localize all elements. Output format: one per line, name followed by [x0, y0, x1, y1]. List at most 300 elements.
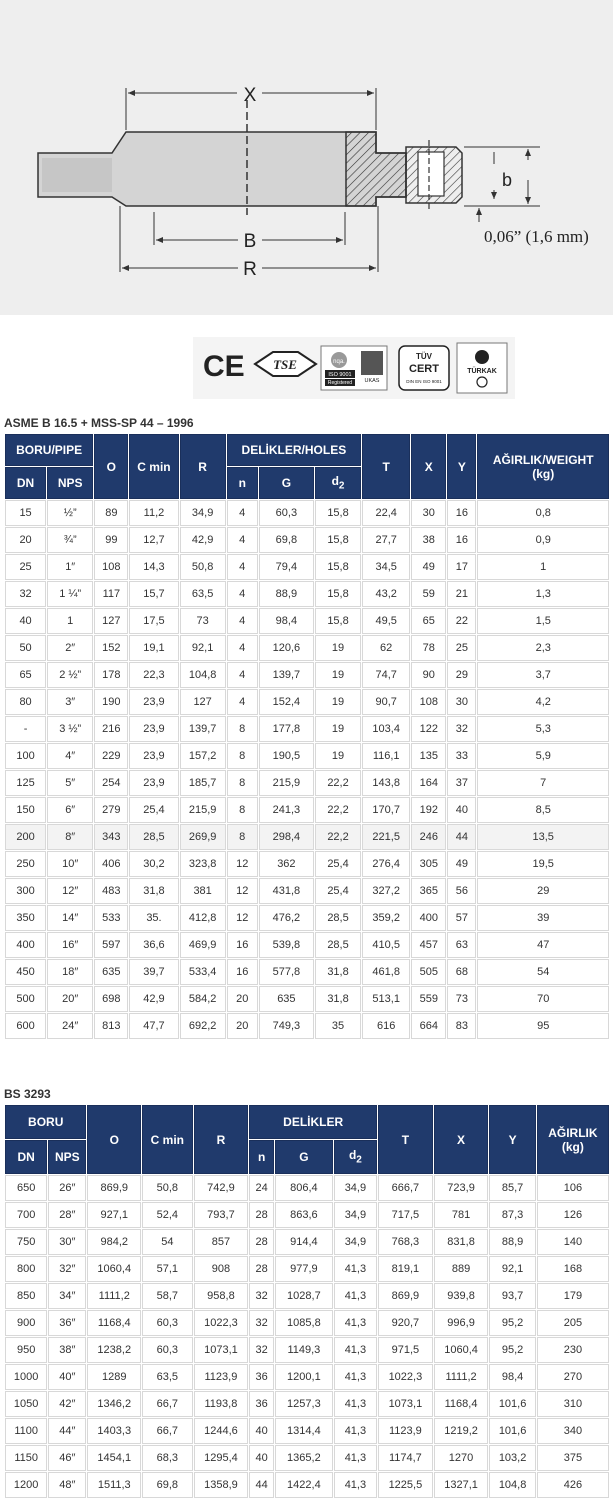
- cell-t: 74,7: [362, 662, 410, 688]
- cell-x: 559: [411, 986, 446, 1012]
- cell-t: 43,2: [362, 581, 410, 607]
- cell-weight: 310: [537, 1391, 609, 1417]
- header-nps: NPS: [47, 467, 93, 499]
- cell-n: 4: [227, 500, 258, 526]
- cell-t: 920,7: [378, 1310, 433, 1336]
- cell-y: 101,6: [489, 1418, 535, 1444]
- cell-weight: 19,5: [477, 851, 609, 877]
- cell-g: 431,8: [259, 878, 314, 904]
- cell-y: 73: [447, 986, 476, 1012]
- cell-cmin: 31,8: [129, 878, 178, 904]
- cell-y: 85,7: [489, 1175, 535, 1201]
- cell-cmin: 23,9: [129, 743, 178, 769]
- cell-dn: 750: [5, 1229, 47, 1255]
- label-r: R: [243, 259, 257, 280]
- cell-nps: 5″: [47, 770, 93, 796]
- cell-t: 666,7: [378, 1175, 433, 1201]
- cell-d2: 19: [315, 662, 361, 688]
- cell-x: 1327,1: [434, 1472, 489, 1498]
- cell-n: 4: [227, 662, 258, 688]
- cell-x: 49: [411, 554, 446, 580]
- cell-x: 122: [411, 716, 446, 742]
- cell-d2: 34,9: [334, 1229, 377, 1255]
- cell-t: 221,5: [362, 824, 410, 850]
- cell-d2: 19: [315, 635, 361, 661]
- cell-r: 1123,9: [194, 1364, 249, 1390]
- header-n: n: [227, 467, 258, 499]
- cell-g: 1149,3: [275, 1337, 333, 1363]
- cell-dn: 950: [5, 1337, 47, 1363]
- cell-dn: 1000: [5, 1364, 47, 1390]
- cell-d2: 41,3: [334, 1445, 377, 1471]
- cell-d2: 19: [315, 716, 361, 742]
- bs3293-dimensions-table: [4, 1104, 610, 1499]
- cell-x: 90: [411, 662, 446, 688]
- cell-cmin: 23,9: [129, 716, 178, 742]
- cell-d2: 15,8: [315, 608, 361, 634]
- cell-cmin: 60,3: [142, 1337, 193, 1363]
- cell-n: 36: [249, 1364, 274, 1390]
- cell-y: 95,2: [489, 1337, 535, 1363]
- cell-r: 139,7: [180, 716, 226, 742]
- table-row: [5, 797, 609, 823]
- cell-r: 584,2: [180, 986, 226, 1012]
- cell-x: 505: [411, 959, 446, 985]
- cell-nps: 14″: [47, 905, 93, 931]
- cell-r: 63,5: [180, 581, 226, 607]
- cell-dn: 300: [5, 878, 46, 904]
- cell-t: 513,1: [362, 986, 410, 1012]
- cell-cmin: 15,7: [129, 581, 178, 607]
- cell-o: 117: [94, 581, 128, 607]
- cell-dn: 100: [5, 743, 46, 769]
- table-row: [5, 932, 609, 958]
- cell-t: 717,5: [378, 1202, 433, 1228]
- cell-nps: 1 ¼”: [47, 581, 93, 607]
- cell-g: 635: [259, 986, 314, 1012]
- cell-n: 28: [249, 1202, 274, 1228]
- label-b-upper: B: [243, 231, 257, 252]
- table-row: [5, 689, 609, 715]
- cell-d2: 41,3: [334, 1472, 377, 1498]
- cell-d2: 15,8: [315, 500, 361, 526]
- cell-r: 469,9: [180, 932, 226, 958]
- cell-x: 305: [411, 851, 446, 877]
- cell-d2: 41,3: [334, 1283, 377, 1309]
- cell-d2: 28,5: [315, 905, 361, 931]
- cell-nps: 42″: [48, 1391, 86, 1417]
- cell-weight: 2,3: [477, 635, 609, 661]
- cell-n: 4: [227, 608, 258, 634]
- header-d2-sub: 2: [338, 480, 345, 492]
- cell-x: 664: [411, 1013, 446, 1039]
- cell-dn: 450: [5, 959, 46, 985]
- cell-t: 359,2: [362, 905, 410, 931]
- cell-o: 178: [94, 662, 128, 688]
- cell-nps: 28″: [48, 1202, 86, 1228]
- cell-cmin: 52,4: [142, 1202, 193, 1228]
- cell-cmin: 11,2: [129, 500, 178, 526]
- cell-y: 88,9: [489, 1229, 535, 1255]
- cell-y: 21: [447, 581, 476, 607]
- cell-n: 40: [249, 1445, 274, 1471]
- cell-d2: 15,8: [315, 581, 361, 607]
- cell-r: 323,8: [180, 851, 226, 877]
- svg-text:CERT: CERT: [409, 363, 439, 375]
- cell-x: 939,8: [434, 1283, 489, 1309]
- cell-cmin: 28,5: [129, 824, 178, 850]
- header-holes-group: DELİKLER/HOLES: [227, 434, 361, 466]
- svg-text:UKAS: UKAS: [364, 378, 380, 384]
- table-row: [5, 1391, 609, 1417]
- cell-weight: 140: [537, 1229, 609, 1255]
- cell-g: 190,5: [259, 743, 314, 769]
- cell-nps: 32″: [48, 1256, 86, 1282]
- cell-r: 104,8: [180, 662, 226, 688]
- cell-n: 32: [249, 1283, 274, 1309]
- cell-weight: 54: [477, 959, 609, 985]
- cell-x: 457: [411, 932, 446, 958]
- cell-o: 1111,2: [87, 1283, 141, 1309]
- cell-y: 37: [447, 770, 476, 796]
- header-d2-sub: 2: [356, 1154, 362, 1166]
- certificates-strip: [193, 337, 515, 399]
- cell-y: 95,2: [489, 1310, 535, 1336]
- table-row: [5, 1013, 609, 1039]
- cell-o: 1238,2: [87, 1337, 141, 1363]
- cell-cmin: 68,3: [142, 1445, 193, 1471]
- cell-weight: 5,3: [477, 716, 609, 742]
- cell-weight: 179: [537, 1283, 609, 1309]
- header-weight-unit: (kg): [561, 1139, 584, 1154]
- cell-nps: 3 ½”: [47, 716, 93, 742]
- cell-g: 1422,4: [275, 1472, 333, 1498]
- cell-d2: 41,3: [334, 1256, 377, 1282]
- cell-t: 143,8: [362, 770, 410, 796]
- face-height-note: 0,06” (1,6 mm): [484, 227, 589, 246]
- cell-d2: 15,8: [315, 527, 361, 553]
- svg-text:TSE: TSE: [273, 357, 297, 372]
- cell-cmin: 54: [142, 1229, 193, 1255]
- cell-r: 34,9: [180, 500, 226, 526]
- cell-n: 4: [227, 527, 258, 553]
- cell-nps: 44″: [48, 1418, 86, 1444]
- cell-g: 1365,2: [275, 1445, 333, 1471]
- cell-x: 831,8: [434, 1229, 489, 1255]
- label-x: X: [243, 85, 257, 106]
- cell-y: 22: [447, 608, 476, 634]
- cell-d2: 41,3: [334, 1391, 377, 1417]
- cell-o: 216: [94, 716, 128, 742]
- cell-weight: 29: [477, 878, 609, 904]
- table-row: [5, 500, 609, 526]
- cell-x: 38: [411, 527, 446, 553]
- cell-o: 533: [94, 905, 128, 931]
- svg-text:ISO 9001: ISO 9001: [328, 372, 352, 378]
- cell-cmin: 36,6: [129, 932, 178, 958]
- cell-d2: 34,9: [334, 1175, 377, 1201]
- cell-y: 104,8: [489, 1472, 535, 1498]
- header-weight-label: AĞIRLIK/WEIGHT: [492, 452, 594, 467]
- cell-o: 984,2: [87, 1229, 141, 1255]
- cell-n: 4: [227, 635, 258, 661]
- cell-o: 254: [94, 770, 128, 796]
- cell-dn: 25: [5, 554, 46, 580]
- cell-weight: 4,2: [477, 689, 609, 715]
- cell-x: 1168,4: [434, 1391, 489, 1417]
- tse-logo-icon: [255, 352, 316, 376]
- cell-cmin: 14,3: [129, 554, 178, 580]
- cell-t: 1174,7: [378, 1445, 433, 1471]
- cell-r: 742,9: [194, 1175, 249, 1201]
- cell-g: 806,4: [275, 1175, 333, 1201]
- label-b-lower: b: [501, 170, 513, 190]
- cell-y: 16: [447, 500, 476, 526]
- cell-dn: 400: [5, 932, 46, 958]
- header-o: O: [87, 1105, 141, 1174]
- cell-n: 40: [249, 1418, 274, 1444]
- cell-r: 958,8: [194, 1283, 249, 1309]
- cell-x: 365: [411, 878, 446, 904]
- table-row: [5, 986, 609, 1012]
- cell-x: 889: [434, 1256, 489, 1282]
- header-dn: DN: [5, 1140, 47, 1174]
- cell-y: 98,4: [489, 1364, 535, 1390]
- cell-weight: 270: [537, 1364, 609, 1390]
- cell-t: 1123,9: [378, 1418, 433, 1444]
- cell-nps: 48″: [48, 1472, 86, 1498]
- cell-r: 157,2: [180, 743, 226, 769]
- cell-dn: 65: [5, 662, 46, 688]
- cell-cmin: 47,7: [129, 1013, 178, 1039]
- cell-weight: 106: [537, 1175, 609, 1201]
- cell-weight: 1,5: [477, 608, 609, 634]
- cell-nps: 10″: [47, 851, 93, 877]
- cell-o: 1060,4: [87, 1256, 141, 1282]
- cell-t: 327,2: [362, 878, 410, 904]
- cell-cmin: 22,3: [129, 662, 178, 688]
- header-pipe-group: BORU/PIPE: [5, 434, 93, 466]
- cell-t: 90,7: [362, 689, 410, 715]
- header-r: R: [194, 1105, 249, 1174]
- cell-y: 56: [447, 878, 476, 904]
- cell-o: 1454,1: [87, 1445, 141, 1471]
- header-x: X: [434, 1105, 489, 1174]
- cell-r: 793,7: [194, 1202, 249, 1228]
- table-row: [5, 1418, 609, 1444]
- cell-dn: 350: [5, 905, 46, 931]
- cell-dn: 1050: [5, 1391, 47, 1417]
- cell-o: 1346,2: [87, 1391, 141, 1417]
- cell-r: 533,4: [180, 959, 226, 985]
- cell-x: 65: [411, 608, 446, 634]
- cell-nps: 2 ½”: [47, 662, 93, 688]
- cell-g: 69,8: [259, 527, 314, 553]
- cell-dn: 500: [5, 986, 46, 1012]
- cell-dn: 80: [5, 689, 46, 715]
- cell-o: 229: [94, 743, 128, 769]
- cell-r: 185,7: [180, 770, 226, 796]
- cell-n: 20: [227, 986, 258, 1012]
- cell-weight: 13,5: [477, 824, 609, 850]
- cell-y: 29: [447, 662, 476, 688]
- cell-weight: 3,7: [477, 662, 609, 688]
- cell-n: 28: [249, 1256, 274, 1282]
- cell-weight: 70: [477, 986, 609, 1012]
- cell-x: 781: [434, 1202, 489, 1228]
- tuv-cert-logo-icon: [399, 346, 449, 390]
- cell-x: 192: [411, 797, 446, 823]
- header-weight-label: AĞIRLIK: [548, 1125, 598, 1140]
- cell-n: 4: [227, 581, 258, 607]
- table-row: [5, 1256, 609, 1282]
- cell-o: 190: [94, 689, 128, 715]
- cell-o: 99: [94, 527, 128, 553]
- cell-o: 1403,3: [87, 1418, 141, 1444]
- header-g: G: [259, 467, 314, 499]
- cell-dn: 125: [5, 770, 46, 796]
- cell-o: 343: [94, 824, 128, 850]
- cell-y: 92,1: [489, 1256, 535, 1282]
- header-weight: [477, 434, 609, 499]
- cell-cmin: 66,7: [142, 1391, 193, 1417]
- header-d2: [315, 467, 361, 499]
- cell-g: 241,3: [259, 797, 314, 823]
- cell-g: 914,4: [275, 1229, 333, 1255]
- svg-text:TÜRKAK: TÜRKAK: [467, 368, 497, 375]
- cell-cmin: 57,1: [142, 1256, 193, 1282]
- cell-n: 20: [227, 1013, 258, 1039]
- cell-g: 1085,8: [275, 1310, 333, 1336]
- cell-cmin: 39,7: [129, 959, 178, 985]
- cell-t: 971,5: [378, 1337, 433, 1363]
- cell-r: 1073,1: [194, 1337, 249, 1363]
- cell-cmin: 35.: [129, 905, 178, 931]
- cell-x: 723,9: [434, 1175, 489, 1201]
- cell-y: 40: [447, 797, 476, 823]
- cell-d2: 41,3: [334, 1310, 377, 1336]
- cell-o: 1168,4: [87, 1310, 141, 1336]
- cell-x: 1111,2: [434, 1364, 489, 1390]
- cell-cmin: 23,9: [129, 770, 178, 796]
- cell-weight: 340: [537, 1418, 609, 1444]
- header-cmin: C min: [142, 1105, 193, 1174]
- table-row: [5, 743, 609, 769]
- cell-dn: 250: [5, 851, 46, 877]
- cell-y: 68: [447, 959, 476, 985]
- cell-nps: 8″: [47, 824, 93, 850]
- ce-mark-icon: [203, 350, 245, 383]
- cell-nps: 3″: [47, 689, 93, 715]
- header-weight: [537, 1105, 609, 1174]
- cell-g: 152,4: [259, 689, 314, 715]
- cell-g: 863,6: [275, 1202, 333, 1228]
- cell-weight: 7: [477, 770, 609, 796]
- cell-nps: 38″: [48, 1337, 86, 1363]
- cell-x: 400: [411, 905, 446, 931]
- cell-r: 269,9: [180, 824, 226, 850]
- cell-nps: ½”: [47, 500, 93, 526]
- cell-t: 461,8: [362, 959, 410, 985]
- cell-n: 32: [249, 1310, 274, 1336]
- cell-weight: 5,9: [477, 743, 609, 769]
- cell-n: 12: [227, 905, 258, 931]
- table-row: [5, 1310, 609, 1336]
- cell-x: 135: [411, 743, 446, 769]
- table1-title: ASME B 16.5 + MSS-SP 44 – 1996: [4, 416, 194, 430]
- cell-nps: 1″: [47, 554, 93, 580]
- cell-r: 42,9: [180, 527, 226, 553]
- table-row: [5, 1283, 609, 1309]
- cell-nps: 16″: [47, 932, 93, 958]
- cell-weight: 426: [537, 1472, 609, 1498]
- cell-o: 127: [94, 608, 128, 634]
- header-cmin: C min: [129, 434, 178, 499]
- cell-nps: 30″: [48, 1229, 86, 1255]
- cell-n: 44: [249, 1472, 274, 1498]
- cell-g: 60,3: [259, 500, 314, 526]
- cell-r: 1193,8: [194, 1391, 249, 1417]
- header-g: G: [275, 1140, 333, 1174]
- cell-t: 34,5: [362, 554, 410, 580]
- cell-g: 1257,3: [275, 1391, 333, 1417]
- cell-cmin: 19,1: [129, 635, 178, 661]
- cell-weight: 39: [477, 905, 609, 931]
- cell-dn: 600: [5, 1013, 46, 1039]
- cell-y: 30: [447, 689, 476, 715]
- cell-weight: 126: [537, 1202, 609, 1228]
- cell-g: 120,6: [259, 635, 314, 661]
- cell-o: 279: [94, 797, 128, 823]
- cell-r: 1022,3: [194, 1310, 249, 1336]
- cell-weight: 1,3: [477, 581, 609, 607]
- cell-r: 50,8: [180, 554, 226, 580]
- asme-dimensions-table: [4, 433, 610, 1040]
- cell-nps: 20″: [47, 986, 93, 1012]
- cell-n: 4: [227, 554, 258, 580]
- cell-g: 88,9: [259, 581, 314, 607]
- cell-x: 30: [411, 500, 446, 526]
- cell-t: 410,5: [362, 932, 410, 958]
- cell-weight: 47: [477, 932, 609, 958]
- cell-x: 246: [411, 824, 446, 850]
- cell-weight: 168: [537, 1256, 609, 1282]
- cell-dn: 200: [5, 824, 46, 850]
- table-row: [5, 824, 609, 850]
- cell-nps: 12″: [47, 878, 93, 904]
- cell-o: 597: [94, 932, 128, 958]
- cell-r: 412,8: [180, 905, 226, 931]
- cell-cmin: 12,7: [129, 527, 178, 553]
- cell-d2: 28,5: [315, 932, 361, 958]
- cell-o: 927,1: [87, 1202, 141, 1228]
- certificate-logos: [193, 337, 515, 399]
- cell-t: 49,5: [362, 608, 410, 634]
- cell-nps: 34″: [48, 1283, 86, 1309]
- table-row: [5, 554, 609, 580]
- cell-n: 28: [249, 1229, 274, 1255]
- cell-x: 1060,4: [434, 1337, 489, 1363]
- table-row: [5, 1445, 609, 1471]
- cell-cmin: 17,5: [129, 608, 178, 634]
- cell-x: 1270: [434, 1445, 489, 1471]
- header-d2-label: d: [331, 474, 339, 489]
- cell-d2: 41,3: [334, 1364, 377, 1390]
- cell-t: 62: [362, 635, 410, 661]
- cell-d2: 25,4: [315, 851, 361, 877]
- cell-nps: 1: [47, 608, 93, 634]
- cell-cmin: 63,5: [142, 1364, 193, 1390]
